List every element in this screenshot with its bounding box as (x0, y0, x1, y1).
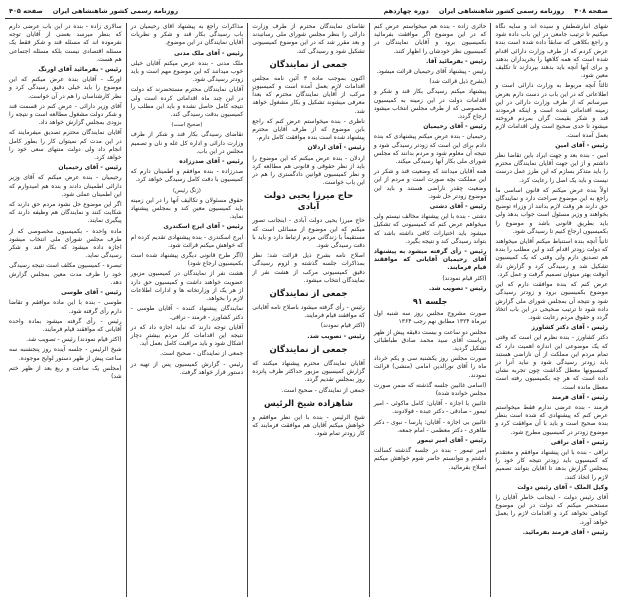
paragraph: آقایان توجه دارند که نباید اجازه داد که در نتیجه این اقدامات کار مردم بیشتر دچار اشکال شود و باید مراقبت کامل بعمل آید. (130, 323, 244, 348)
paragraph: امیر تیمور - بنده در جلسه گذشته کسالت داشتم و نتوانستم حاضر شوم خواهش میکنم اصلاح بفرمائید. (373, 447, 487, 471)
paragraph: دشتی - بنده با این پیشنهاد مخالف نیستم ولی میخواهم عرض کنم که کمیسیونی که تشکیل میشود باید اختیارات کافی داشته باشد که بتواند رسیدگی کند و نتیجه بگیرد. (373, 213, 487, 245)
paragraph: ثالثاً آنچه مربوط به وزارت دارائی است و اطلاعاتی که در این باب در دست دارم بعرض میرسانم که از طرف وزارت دارائی در این زمینه اقداماتی شده است و اینکه فرمودند قند و شکر بقیمت گران بمردم فروخته میشود تا حدی صحیح است ولی اقدامات لازم بعمل آمده است. (495, 82, 608, 139)
speaker-line: رئیس - آقای دکتر کشاورز (531, 324, 608, 332)
paragraph: ماده واحده - بکمیسیون مخصوصی که از طرف مجلس شورای ملی انتخاب میشود اجازه داده میشود که بکار قند و شکر رسیدگی نماید. (9, 227, 122, 260)
paragraph: جمعی از نمایندگان - صحیح است. (160, 350, 244, 358)
speaker-line: رئیس - آقای فرمند بفرمائید. (522, 528, 608, 536)
paragraph: آقایان نمایندگان محترم تصدیق میفرمایند که در این مدت کم نمیتوان کار را بطور کامل انجام داد ولی دولت منتهای سعی خود را خواهد کرد. (9, 129, 122, 162)
page-header (5, 4, 612, 19)
paragraph: عرض کنم که بنده موافقت دارم که این موضوع بکمیسیون برود و زودتر رسیدگی شود و نتیجه آن بمجلس شورای ملی گزارش داده شود تا ترتیب صحیحی در این باب اتخاذ گردد و حقوق مردم رعایت شود. (495, 281, 608, 321)
paragraph: تقاضای رسیدگی بکار قند و شکر از طرف وزارت دارائی و اداره کل غله و نان و تصمیم مجلس در این باب. (130, 131, 244, 155)
paragraph: (اکثر قیام نمودند) (442, 274, 487, 282)
right-page-session: دوره چهاردهم (383, 7, 429, 15)
speaker-line: رئیس - آقای طوسی (61, 289, 122, 297)
paragraph: غائبین با اجازه - آقایان: کامل ماکوئی - امیر تیمور - صادقی - دکتر عبده - فولادوند. (373, 400, 487, 416)
paragraph: نراقی - بنده با این پیشنهاد موافقم و معتقدم که کمیسیون باید زودتر نتیجه کار خود را بمجلس گزارش بدهد تا آقایان بتوانند تصمیم لازم را اتخاذ کنند. (495, 448, 608, 481)
paragraph: اورنگ - آقایان بنده عرض میکنم که این موضوع را باید خیلی دقیق رسیدگی کرد و نظر کارشناسان را هم در آن خواست. (9, 76, 122, 100)
paragraph: صورت مشروح مجلس روز سه شنبه اول تیرماه ۱۳۲۴ مطابق نهم رجب ۱۳۶۴ (373, 310, 487, 326)
paragraph: رئیس - گزارش کمیسیون پس از تهیه در دستور قرار خواهد گرفت. (130, 360, 244, 376)
speaker-line: رئیس - آقای اردلان (307, 144, 365, 152)
paragraph: رئیس - رأی گرفته میشود باصلاح نامه آقایانی که موافقند قیام فرمایند. (252, 304, 365, 320)
speaker-line: رئیس - آقای ایرج اسکندری (163, 223, 244, 231)
paragraph: شیخ الرئیس - بنده با این نظر موافقم و خواهش میکنم آقایان هم موافقت فرمایند که کار زودتر تمام شود. (252, 413, 365, 438)
paragraph: ایرج اسکندری - بنده پیشنهادی تقدیم کرده ام که خواهش میکنم قرائت شود. (130, 233, 244, 249)
paragraph: (اکثر قیام نمودند) (320, 322, 365, 330)
text-columns (5, 23, 612, 597)
right-page-header (384, 7, 608, 15)
paragraph: طوسی - بنده با این ماده موافقم و تقاضا دارم رأی گرفته شود. (9, 299, 122, 315)
text-column (247, 23, 369, 597)
section-heading: جمعی از نمایندگان (269, 59, 348, 70)
paragraph: اکنون بموجب ماده ۳ آئین نامه مجلس اقدامات لازم بعمل آمده است و کمیسیون مرکب از آقایان نمایندگان محترم که بعداً معرفی میشوند تشکیل و بکار مشغول خواهد شد. (252, 74, 365, 115)
paragraph: ناظری - بنده میخواستم عرض کنم که راجع باین موضوع که از طرف آقایان محترم پیشنهاد شده است بنده موافقت کامل دارم. (252, 117, 365, 142)
paragraph: ملک مدنی - بنده عرض میکنم آقایان خیلی خوب میدانند که این موضوع مهم است و باید زودتر رسیدگی شود. (130, 59, 244, 84)
paragraph: اردلان - بنده عرض میکنم که این موضوع را باید از نظر حقوقی و قانونی هم مطالعه کرد و نظر کمیسیون قوانین دادگستری را هم در این باب خواست. (252, 154, 365, 187)
paragraph: سالاری زاده - بنده در این باب عرضی دارم که بنظر میرسد بعضی از آقایان توجه نفرموده اند که مسئله قند و شکر فقط یک مسئله اقتصادی نیست بلکه مسئله اجتماعی هم هست. (9, 23, 122, 63)
speaker-line: رئیس - بفرمائید آقای اورنگ (38, 66, 122, 74)
paragraph: جمعی از نمایندگان - صحیح است. (281, 386, 365, 394)
paragraph: آقای وزیر دارائی - عرض کنم در قسمت قند و شکر دولت مشغول مطالعه است و نتیجه را بزودی بمجلس گزارش خواهد داد. (9, 102, 122, 127)
paragraph: شهای انبارشطش و سیده اند و سایه نگاه میکنیم تا ترتیب جامعی در این باب داده شود و راجع بکلاهی که سابقاً داده شده است بنده عرض کردم که از طرف وزارت دارائی اقدام شده است که همه کلاهها را بخریداران بدهند و برای آنها آنچه باید بدهند بپردازند تا تکلیف معین شود. (495, 23, 608, 80)
paragraph: (بشرح ذیل قرائت شد) (429, 78, 487, 86)
paragraph: رحیمیان - بنده عرض میکنم که آقای وزیر دارائی اطمینان دادند و بنده هم امیدوارم که این اطمینان عملی شود. (9, 174, 122, 198)
left-page-number: صفحه ۴۰۵ (9, 7, 43, 15)
paragraph: اصلاح نامه بشرح ذیل قرائت شد: نظر بمذاکرات جلسه گذشته و لزوم رسیدگی دقیق کمیسیونی مرکب از هشت نفر از نمایندگان انتخاب میشود. (252, 252, 365, 284)
speaker-line: رئیس - آقای صدرزاده (179, 158, 244, 166)
paragraph: رحیمیان - بنده عرض میکنم پیشنهادی که بنده دادم برای این است که زودتر رسیدگی شود و نتیجه آن معلوم شود و مردم بدانند که مجلس شورای ملی بکار آنها رسیدگی میکند. (373, 133, 487, 166)
left-page-title: روزنامه رسمی کشور شاهنشاهی ایران (52, 7, 179, 15)
speaker-line: رئیس - آقای دشتی (429, 203, 487, 211)
paragraph: رئیس - رأی گرفته میشود بماده واحده آقایانی که موافقند قیام فرمایند. (9, 317, 122, 333)
paragraph: حقوق مسئولان و تکالیف آنها را در این زمینه باید کمیسیون معین کند و بمجلس پیشنهاد نماید. (130, 196, 244, 221)
paragraph: مجلس دو ساعت و بیست دقیقه پیش از ظهر بریاست آقای سید محمد صادق طباطبائی تشکیل گردید. (373, 328, 487, 352)
paragraph: رئیس - پیشنهاد آقای رحیمیان قرائت میشود. (376, 68, 487, 76)
paragraph: صدرزاده - بنده موافقم و اطمینان دارم که کمیسیون با دقت کامل رسیدگی خواهد کرد. (130, 168, 244, 184)
session-heading: جلسه ۹۱ (412, 297, 448, 307)
paragraph: آقای رئیس دولت - اینجانب خاطر آقایان را مستحضر میکنم که دولت در این موضوع کوتاهی نخواهد کرد و اقدامات لازم را بعمل خواهد آورد. (495, 493, 608, 526)
paragraph: امین - بنده بعد و جهت ایراد باین تقاضا نظر داشتم و از این جهت آقایان نمایندگان محترم را باید متذکر بسازم که این طرز عمل درست نیست و باید یک اصل را رعایت کرد. (495, 152, 608, 184)
section-heading: شاهزاده شیخ الرئیس (264, 398, 353, 409)
speaker-line: رئیس - بفرمائید آقا. (426, 57, 487, 65)
paragraph: پیشنهاد میکنم رسیدگی بکار قند و شکر و اقدامات دولت در این زمینه به کمیسیون مخصوصی که از طرف مجلس انتخاب میشود ارجاع گردد. (373, 88, 487, 121)
speaker-line: رئیس - آقای رحیمیان (58, 164, 122, 172)
speaker-line: رئیس - آقای ملک مدنی (174, 49, 244, 57)
paragraph: صورت مجلس روز یکشنبه سی و یکم خرداد ماه را آقای نورالدین امامی (منشی) قرائت نمودند. (373, 355, 487, 379)
text-column (126, 23, 248, 597)
paragraph: نمایندگان پیشنهاد کننده - آقایان طوسی - دکتر کشاورز - فرمند - نراقی. (130, 305, 244, 321)
section-heading: جمعی از نمایندگان (269, 344, 348, 355)
speaker-line: رئیس - رأی گرفته میشود به پیشنهاد آقای رحیمیان آقایانی که موافقند قیام فرمایند. (373, 248, 487, 272)
speaker-line: رئیس - آقای نراقی (550, 438, 608, 446)
right-page-number: صفحه ۴۰۸ (574, 7, 608, 15)
speaker-line: رئیس - آقای فرمند (551, 393, 608, 401)
paragraph: (اگر طرح قانونی دیگری پیشنهاد شده است بکمیسیون ارجاع شود) (130, 252, 244, 268)
left-page-header (9, 7, 178, 15)
paragraph: حائری زاده - بنده هم میخواستم عرض کنم که در این موضوع اگر موافقت بفرمائید بکمیسیون برود و آقایان نمایندگان در کمیسیون نظر خودشان را اظهار کنند. (373, 23, 487, 55)
section-heading: جمعی از نمایندگان (269, 289, 348, 300)
speaker-line: رئیس - آقای امین (555, 141, 608, 149)
paragraph: (اسامی غائبین جلسه گذشته که ضمن صورت مجلس خوانده شده) (373, 381, 487, 397)
right-page-title: روزنامه رسمی کشور شاهنشاهی ایران (438, 7, 565, 15)
paragraph: آقایان نمایندگان محترم پیشنهاد میکنند که گزارش کمیسیون مزبور حداکثر ظرف پانزده روز بمجلس تقدیم گردد. (252, 359, 365, 384)
text-column (5, 23, 126, 597)
paragraph: هشت نفر از نمایندگان در کمیسیون مزبور عضویت خواهند داشت و کمیسیون حق دارد از هر یک از وزارتخانه ها و ادارات اطلاعات لازم را بخواهد. (130, 270, 244, 303)
paragraph: تبصره - کمیسیون مکلف است نتیجه رسیدگی خود را ظرف مدت معین بمجلس گزارش دهد. (9, 262, 122, 286)
paragraph: دکتر کشاورز - بنده نظرم این است که وقتی که یک موضوعی این اندازه اهمیت دارد که تمام مردم این مملکت از آن ناراضی هستند باید زودتر رسیدگی شود و نباید آنرا در کمیسیونها معطل گذاشت چون تجربه نشان داده است که هر چه بکمیسیون رفته است معطل مانده است. (495, 334, 608, 391)
paragraph: ثانیاً آنچه بنده استنباط میکنم آقایان میخواهند که دولت زودتر اقدام کند و این مطلب را بنده هم تصدیق دارم ولی وقتی که یک کمیسیون تشکیل شد و رسیدگی کرد و گزارش داد آنوقت بهتر میتوان تصمیم گرفت و عمل کرد. (495, 238, 608, 278)
paragraph: (مجلس یک ساعت و ربع بعد از ظهر ختم شد) (9, 364, 122, 380)
paragraph: اولاً بنده عرض میکنم که قانون اساسی ما راجع به این موضوع صراحت دارد و نمایندگان حق دارند هر وقت لازم بدانند از وزراء توضیح بخواهند و وزیر مسئول است جواب بدهد ولی باید بطریق قانونی باشد و موضوع را بکمیسیون ارجاع کنیم تا رسیدگی شود. (495, 186, 608, 235)
paragraph: شیخ الرئیس - جلسه آینده روز پنجشنبه سه ساعت پیش از ظهر دستور لوایح موجوده. (9, 346, 122, 362)
note-text: (زنگ رئیس) (172, 187, 201, 194)
speaker-line: رئیس - آقای رحیمیان (423, 123, 487, 131)
text-column (369, 23, 491, 597)
speaker-line: رئیس - آقای امیر تیمور (417, 436, 487, 444)
paragraph: فرمند - بنده عرضی ندارم فقط میخواستم عرض کنم که پیشنهادی که شده است بنظر بنده صحیح است و باید با آن موافقت کرد و موضوع زودتر در کمیسیون مطرح شود. (495, 403, 608, 436)
paragraph: آقایان نمایندگان محترم مستحضرند که دولت در این چند ماه اقداماتی کرده است ولی نتیجه کامل حاصل نشده و باید این مطلب را کمیسیون بدقت رسیدگی کند. (130, 86, 244, 119)
paragraph: حاج میرزا یحیی دولت آبادی - اینجانب تصور میکنم که این موضوع از مسائلی است که مستقیماً با زندگانی مردم ارتباط دارد و باید با دقت رسیدگی شود. (252, 217, 365, 250)
speaker-line: رئیس - تصویب شد. (428, 284, 487, 292)
speaker-line: وکیل الملک - آقای رئیس دولت (517, 483, 608, 491)
text-column (490, 23, 612, 597)
paragraph: (اکثر قیام نمودند) رئیس - تصویب شد. (26, 336, 122, 344)
paragraph: همه آقایان میدانند که وضعیت قند و شکر در این مملکت بچه صورت است و مردم از این وضعیت چقدر ناراضی هستند و باید این موضوع زودتر حل شود. (373, 168, 487, 200)
speaker-line: رئیس - تصویب شد. (307, 332, 365, 340)
section-heading: حاج میرزا یحیی دولت آبادی (263, 191, 354, 213)
paragraph: مذاکرات راجع به پیشنهاد آقای رحیمیان در باب رسیدگی بکار قند و شکر و نظریات آقایان نمایندگان در این موضوع. (130, 23, 244, 47)
paragraph: اگر این موضوع حل نشود مردم حق دارند که شکایت کنند و نمایندگان هم وظیفه دارند که پیگیری نمایند. (9, 201, 122, 225)
paragraph: غائبین بی اجازه - آقایان: پارسا - نبوی - دکتر طاهری - دکتر معظمی - امام جمعه. (373, 418, 487, 434)
paragraph: تقاضای نمایندگان محترم از طرف وزارت دارائی را بنظر مجلس شورای ملی رسانیدند و بعد مقرر شد که در این موضوع کمیسیونی تشکیل شود و رسیدگی کند. (252, 23, 365, 55)
note-text: (صحیح است) (171, 122, 203, 129)
